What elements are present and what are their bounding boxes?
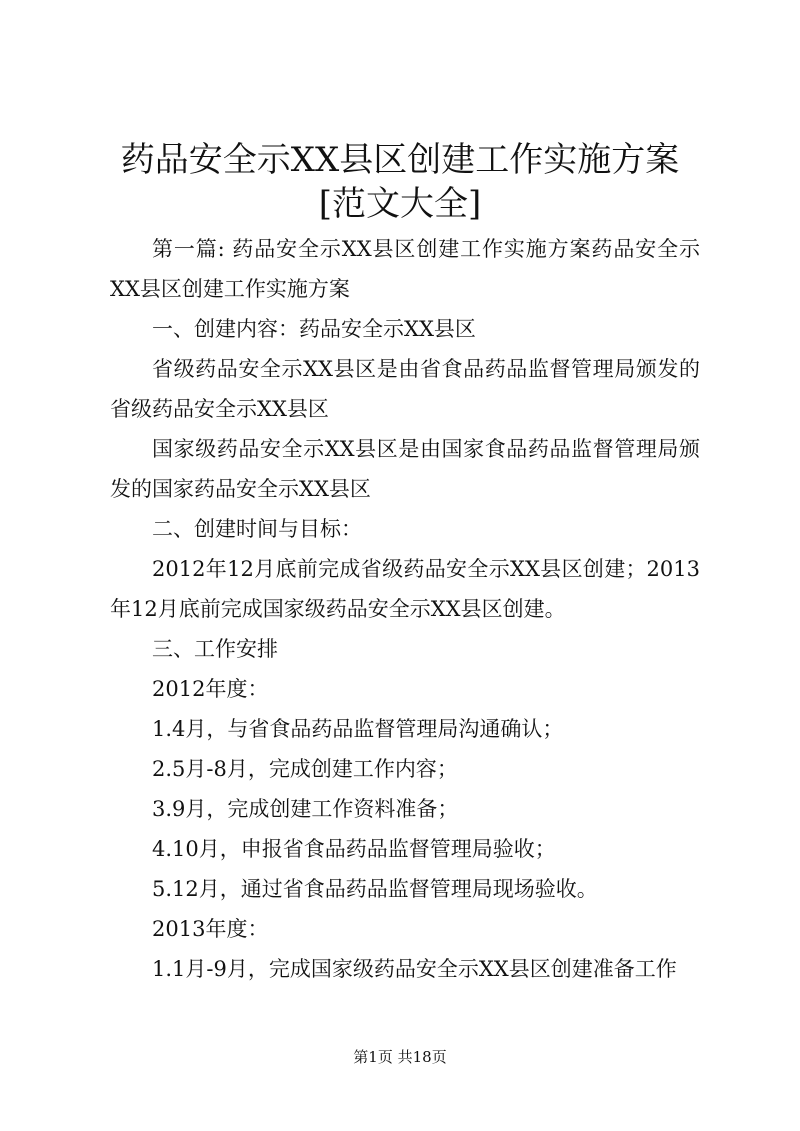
page-footer: 第1页 共18页	[353, 1048, 447, 1066]
paragraph: 4.10月，申报省食品药品监督管理局验收；	[152, 837, 556, 861]
paragraph: 2012年12月底前完成省级药品安全示XX县区创建；2013年12月底前完成国家级药品安全示XX县区创建。	[110, 557, 700, 621]
paragraph: 二、创建时间与目标：	[152, 517, 362, 541]
paragraph: 1.1月-9月，完成国家级药品安全示XX县区创建准备工作	[152, 957, 677, 981]
paragraph: 2.5月-8月，完成创建工作内容；	[152, 757, 458, 781]
paragraph: 一、创建内容：药品安全示XX县区	[152, 317, 476, 341]
paragraph: 5.12月，通过省食品药品监督管理局现场验收。	[152, 877, 598, 901]
document-title: 药品安全示XX县区创建工作实施方案[范文大全]	[120, 140, 680, 224]
paragraph: 省级药品安全示XX县区是由省食品药品监督管理局颁发的省级药品安全示XX县区	[110, 357, 700, 421]
paragraph: 三、工作安排	[152, 637, 278, 661]
paragraph: 1.4月，与省食品药品监督管理局沟通确认；	[152, 717, 564, 741]
paragraph: 2013年度：	[152, 917, 269, 941]
paragraph: 国家级药品安全示XX县区是由国家食品药品监督管理局颁发的国家药品安全示XX县区	[110, 437, 700, 501]
paragraph: 第一篇: 药品安全示XX县区创建工作实施方案药品安全示XX县区创建工作实施方案	[110, 237, 700, 301]
document-body	[110, 229, 700, 989]
paragraph: 2012年度：	[152, 677, 269, 701]
paragraph: 3.9月，完成创建工作资料准备；	[152, 797, 459, 821]
